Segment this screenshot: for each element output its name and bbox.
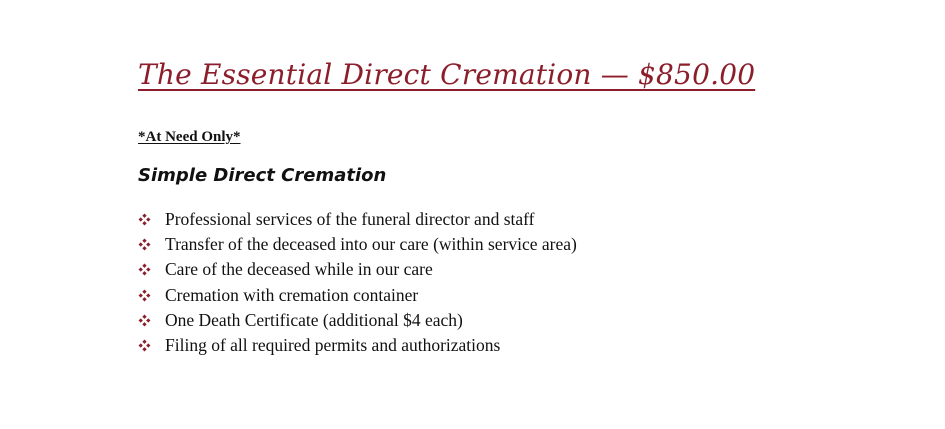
services-list bbox=[138, 207, 577, 358]
list-item bbox=[138, 207, 577, 232]
four-diamond-bullet-icon bbox=[138, 314, 151, 327]
four-diamond-bullet-icon bbox=[138, 238, 151, 251]
list-item-text: Cremation with cremation container bbox=[165, 284, 419, 305]
list-item bbox=[138, 257, 577, 282]
four-diamond-bullet-icon bbox=[138, 213, 151, 226]
list-item-text: Filing of all required permits and authorizations bbox=[165, 335, 501, 356]
list-item bbox=[138, 232, 577, 257]
four-diamond-bullet-icon bbox=[138, 289, 151, 302]
list-item-text: One Death Certificate (additional $4 each) bbox=[165, 309, 463, 330]
package-title: The Essential Direct Cremation — $850.00 bbox=[138, 58, 756, 91]
four-diamond-bullet-icon bbox=[138, 263, 151, 276]
at-need-note: *At Need Only* bbox=[138, 129, 241, 145]
list-item bbox=[138, 333, 577, 358]
list-item-text: Transfer of the deceased into our care (within service area) bbox=[165, 234, 577, 255]
list-item bbox=[138, 308, 577, 333]
package-subheading: Simple Direct Cremation bbox=[138, 165, 387, 186]
list-item-text: Professional services of the funeral director and staff bbox=[165, 209, 535, 230]
four-diamond-bullet-icon bbox=[138, 339, 151, 352]
list-item-text: Care of the deceased while in our care bbox=[165, 259, 433, 280]
list-item bbox=[138, 283, 577, 308]
